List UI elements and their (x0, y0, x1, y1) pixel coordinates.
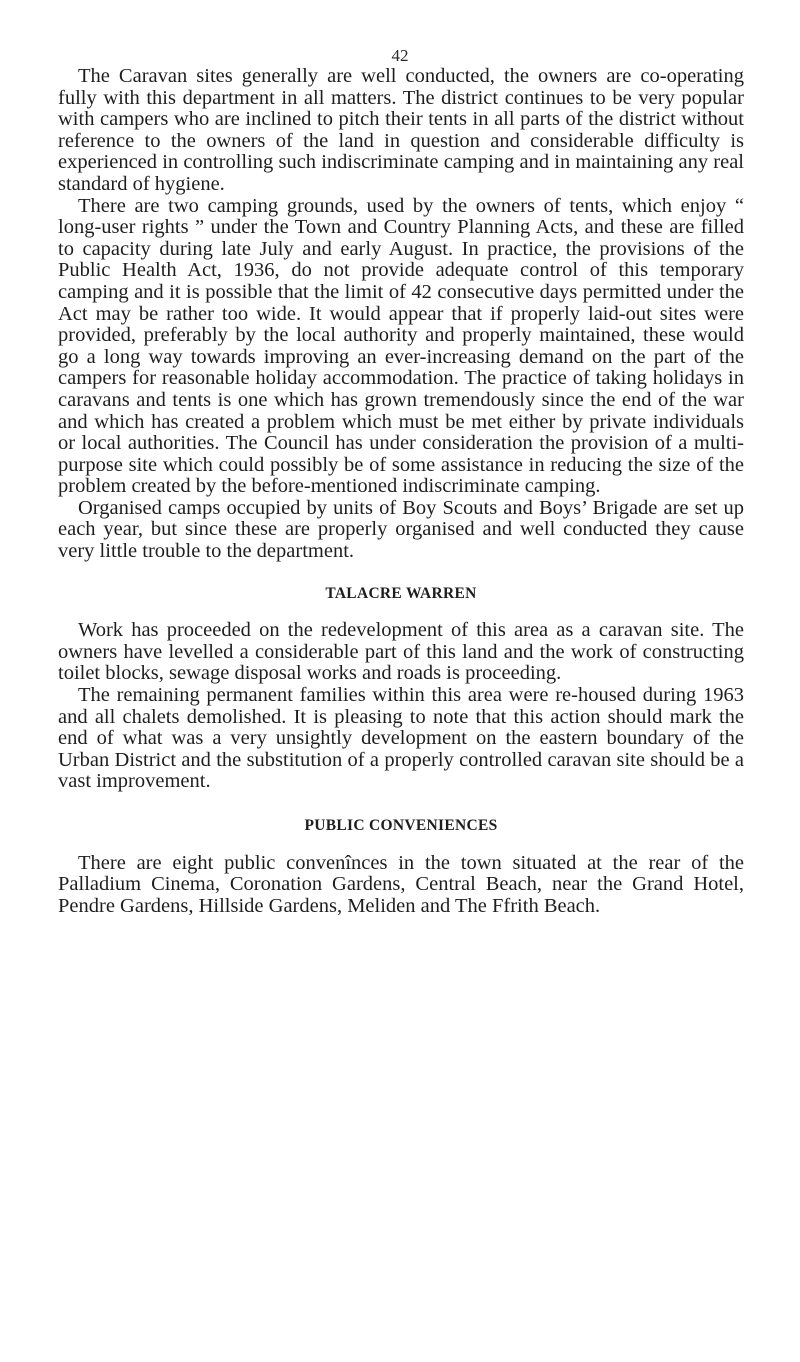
section-public-conveniences (58, 815, 744, 917)
document-body (58, 66, 744, 917)
paragraph: The Caravan sites generally are well conducted, the owners are co-operating fully with this department in all matters. The district continues to be very popular with campers who are inclined to pitch their tents in all parts of the district without reference to the owners of the land in question and considerable difficulty is experienced in controlling such indiscriminate camping and in maintaining any real standard of hygiene. (58, 65, 744, 195)
paragraph: There are two camping grounds, used by the owners of tents, which enjoy “ long-user rights ” under the Town and Country Planning Acts, and these are filled to capacity during late July and early August. In practice, the provisions of the Public Health Act, 1936, do not provide adequate control of this temporary camping and it is possible that the limit of 42 consecutive days permitted under the Act may be rather too wide. It would appear that if properly laid-out sites were provided, preferably by the local authority and properly maintained, these would go a long way towards improving an ever-increasing demand on the part of the campers for reasonable holiday accommodation. The practice of taking holidays in caravans and tents is one which has grown tremendously since the end of the war and which has created a problem which must be met either by private individuals or local authorities. The Council has under consideration the provision of a multi-purpose site which could possibly be of some assistance in reducing the size of the problem created by the before-mentioned indiscriminate camping. (58, 194, 744, 498)
section-talacre-warren (58, 583, 744, 793)
paragraph: Organised camps occupied by units of Boy Scouts and Boys’ Brigade are set up each year, but since these are properly organised and well conducted they cause very little trouble to the department. (58, 496, 744, 563)
page-number: 42 (391, 46, 409, 65)
section-heading: PUBLIC CONVENIENCES (304, 817, 498, 834)
paragraph: There are eight public convenînces in the town situated at the rear of the Palladium Cinema, Coronation Gardens, Central Beach, near the Grand Hotel, Pendre Gardens, Hillside Gardens, Meliden and The Ffrith Beach. (58, 851, 744, 917)
paragraph: The remaining permanent families within this area were re-housed during 1963 and all chalets demolished. It is pleasing to note that this action should mark the end of what was a very unsightly development on the eastern boundary of the Urban District and the substitution of a properly controlled caravan site should be a vast improvement. (58, 684, 744, 793)
paragraph: Work has proceeded on the redevelopment of this area as a caravan site. The owners have levelled a considerable part of this land and the work of constructing toilet blocks, sewage disposal works and roads is proceeding. (58, 619, 744, 685)
section-heading: TALACRE WARREN (325, 584, 477, 602)
section-caravan-sites (58, 66, 744, 563)
